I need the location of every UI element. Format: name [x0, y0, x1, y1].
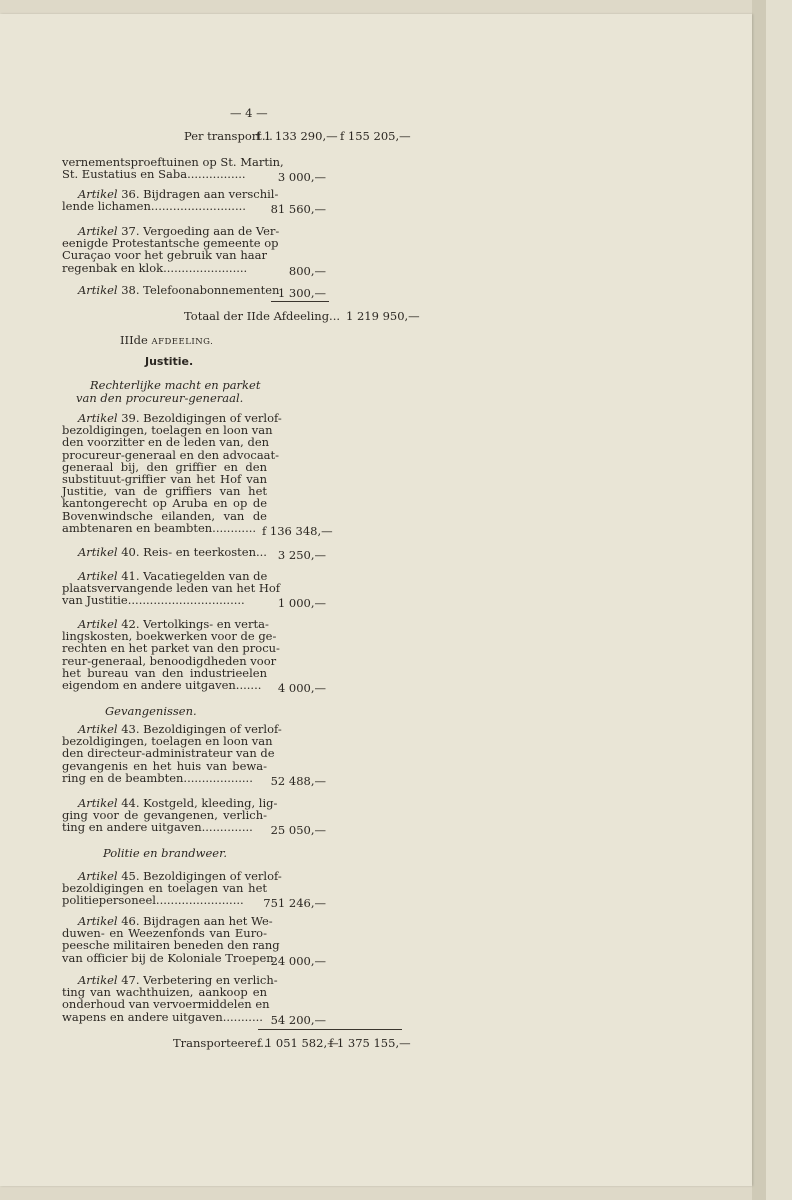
- entry-line: substituut-griffier van het Hof van: [62, 472, 267, 487]
- article-text: 41. Vacatiegelden van de: [121, 569, 268, 583]
- amount-art36: 81 560,—: [270, 202, 326, 217]
- budget-entry-art45: [62, 869, 282, 908]
- article-text: 36. Bijdragen aan verschil-: [121, 187, 279, 201]
- entry-line: onderhoud van vervoermiddelen en: [62, 997, 270, 1012]
- transporteere-amount-1: f 1 051 582,—: [257, 1036, 339, 1050]
- amount-art38: 1 300,—: [277, 286, 326, 300]
- entry-line: politiepersoneel........................: [62, 893, 244, 908]
- budget-entry-art47: [62, 973, 278, 1024]
- subsection-title-3: Politie en brandweer.: [103, 846, 228, 860]
- article-label: Artikel: [78, 283, 122, 297]
- article-label: Artikel: [78, 973, 122, 987]
- article-text: 40. Reis- en teerkosten...: [121, 545, 267, 559]
- budget-entry-art38: [62, 283, 280, 297]
- entry-line: bezoldigingen, toelagen en loon van: [62, 423, 273, 438]
- entry-line: gevangenis en het huis van bewa-: [62, 758, 267, 773]
- subsection-title-2: Gevangenissen.: [105, 704, 197, 718]
- amount-art45: 751 246,—: [263, 896, 326, 911]
- article-text: 43. Bezoldigingen of verlof-: [121, 722, 282, 736]
- article-text: 46. Bijdragen aan het We-: [121, 914, 273, 928]
- entry-line: van Justitie................................: [62, 593, 245, 608]
- entry-line: plaatsvervangende leden van het Hof: [62, 581, 281, 596]
- entry-line: vernementsproeftuinen op St. Martin,: [62, 155, 284, 169]
- budget-entry-cont: [62, 155, 284, 182]
- article-text: 42. Vertolkings- en verta-: [121, 617, 269, 631]
- amount-cont: 3 000,—: [277, 170, 326, 185]
- article-label: Artikel: [78, 796, 122, 810]
- entry-line: St. Eustatius en Saba................: [62, 167, 246, 182]
- amount-art44: 25 050,—: [270, 823, 326, 838]
- entry-line: lende lichamen..........................: [62, 199, 246, 214]
- per-transport-amount-2: f 155 205,—: [340, 129, 411, 143]
- article-label: Artikel: [78, 224, 122, 238]
- article-label: Artikel: [78, 545, 122, 559]
- section-afdeeling: AFDEELING.: [151, 337, 214, 347]
- article-label: Artikel: [78, 569, 122, 583]
- entry-line: Bovenwindsche eilanden, van de: [62, 508, 267, 523]
- article-text: 37. Vergoeding aan de Ver-: [121, 224, 280, 238]
- article-label: Artikel: [78, 411, 122, 425]
- entry-line: generaal bij, den griffier en den: [62, 459, 267, 474]
- amount-art40: 3 250,—: [277, 548, 326, 562]
- amount-art47: 54 200,—: [270, 1012, 326, 1027]
- entry-line: den voorzitter en de leden van, den: [62, 435, 270, 450]
- entry-line: kantongerecht op Aruba en op de: [62, 496, 267, 511]
- entry-line: duwen- en Weezenfonds van Euro-: [62, 926, 267, 941]
- entry-line: Curaçao voor het gebruik van haar: [62, 248, 267, 263]
- budget-entry-art39: [62, 411, 282, 535]
- entry-line: wapens en andere uitgaven...........: [62, 1009, 263, 1024]
- amount-art43: 52 488,—: [270, 773, 326, 788]
- document-page: [0, 14, 752, 1186]
- entry-line: bezoldigingen en toelagen van het: [62, 881, 267, 896]
- entry-line: van officier bij de Koloniale Troepen: [62, 950, 274, 965]
- budget-entry-art41: [62, 569, 281, 608]
- book-spine: [752, 0, 766, 1200]
- amount-art41: 1 000,—: [277, 596, 326, 611]
- entry-line: reur-generaal, benoodigdheden voor: [62, 653, 277, 668]
- transporteere-amount-2: f 1 375 155,—: [329, 1036, 411, 1050]
- budget-entry-art42: [62, 617, 280, 693]
- amount-art39: f 136 348,—: [262, 523, 333, 538]
- section-ordinal: IIIde: [120, 333, 148, 347]
- page-number: — 4 —: [230, 106, 268, 120]
- article-text: 44. Kostgeld, kleeding, lig-: [121, 796, 278, 810]
- entry-line: [62, 546, 267, 558]
- per-transport-amount-1: f 1 133 290,—: [256, 129, 338, 143]
- amount-art37: 800,—: [288, 263, 326, 278]
- entry-line: ging voor de gevangenen, verlich-: [62, 808, 267, 823]
- budget-entry-art44: [62, 796, 278, 835]
- entry-line: rechten en het parket van den procu-: [62, 641, 280, 656]
- totaal-amount: 1 219 950,—: [346, 309, 420, 323]
- amount-art46: 24 000,—: [270, 953, 326, 968]
- entry-line: eigendom en andere uitgaven.......: [62, 678, 262, 693]
- entry-line: Justitie, van de griffiers van het: [62, 484, 267, 499]
- entry-line: eenigde Protestantsche gemeente op: [62, 236, 279, 251]
- article-label: Artikel: [78, 869, 122, 883]
- entry-line: den directeur-administrateur van de: [62, 746, 275, 761]
- article-label: Artikel: [78, 617, 122, 631]
- subtotal-rule: [271, 301, 329, 302]
- article-text: 47. Verbetering en verlich-: [121, 973, 278, 987]
- article-text: 38. Telefoonabonnementen: [121, 283, 280, 297]
- transporteere-label: Transporteere...: [173, 1036, 268, 1050]
- amount-art42: 4 000,—: [277, 681, 326, 695]
- budget-entry-art46: [62, 914, 280, 965]
- budget-entry-art40: [62, 546, 267, 558]
- section-name: Justitie.: [145, 355, 194, 368]
- article-label: Artikel: [78, 187, 122, 201]
- entry-line: bezoldigingen, toelagen en loon van: [62, 734, 273, 749]
- article-label: Artikel: [78, 914, 122, 928]
- entry-line: lingskosten, boekwerken voor de ge-: [62, 629, 277, 644]
- article-label: Artikel: [78, 722, 122, 736]
- entry-line: peesche militairen beneden den rang: [62, 938, 280, 953]
- next-page-edge: [766, 0, 792, 1200]
- subsection-title-1a: Rechterlijke macht en parket: [90, 378, 261, 392]
- entry-line: regenbak en klok.......................: [62, 260, 248, 275]
- entry-line: ting en andere uitgaven..............: [62, 820, 253, 835]
- budget-entry-art36: [62, 187, 279, 214]
- entry-line: [62, 283, 280, 297]
- budget-entry-art43: [62, 722, 282, 785]
- budget-entry-art37: [62, 224, 280, 275]
- section-heading: [120, 334, 213, 349]
- entry-line: het bureau van den industrieelen: [62, 665, 267, 680]
- entry-line: ting van wachthuizen, aankoop en: [62, 985, 267, 1000]
- subsection-title-1b: van den procureur-generaal.: [76, 391, 244, 405]
- per-transport-label: Per transport...: [184, 129, 273, 143]
- totaal-label: Totaal der IIde Afdeeling...: [184, 309, 341, 323]
- transport-rule: [258, 1029, 402, 1030]
- entry-line: ring en de beambten...................: [62, 770, 253, 785]
- entry-line: procureur-generaal en den advocaat-: [62, 447, 280, 462]
- entry-line: ambtenaren en beambten............: [62, 520, 257, 535]
- article-text: 39. Bezoldigingen of verlof-: [121, 411, 282, 425]
- article-text: 45. Bezoldigingen of verlof-: [121, 869, 282, 883]
